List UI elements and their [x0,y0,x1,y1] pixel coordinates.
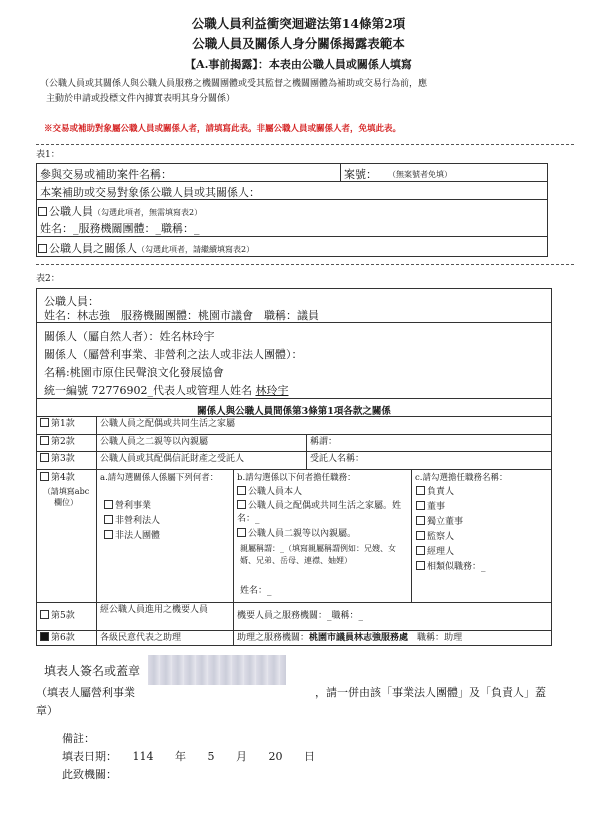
item4-c-checkbox-3[interactable] [416,516,425,525]
item4-c-checkbox-2[interactable] [416,501,425,510]
item4-c-opt-4[interactable] [416,531,454,544]
item4-b-title: b.請勾選係以下何者擔任職務： [237,473,356,483]
item6-title-label: 職稱： [417,633,445,643]
item4-b-checkbox-3[interactable] [237,528,246,537]
item1-desc: 公職人員之配偶或共同生活之家屬 [100,419,236,429]
relative-option-hint: （勾選此項者，請繼續填寫表2） [137,245,255,254]
official-label: 公職人員： [44,295,99,308]
form-title-1: 公職人員利益衝突迴避法第14條第2項 [191,16,406,31]
date-line [62,748,315,764]
item4-b-label-2: 公職人員之配偶或共同生活之家屬。姓名：_ [237,501,402,524]
relative-option-label: 公職人員之關係人 [49,242,137,255]
signer-label: 填表人簽名或蓋章 [44,664,141,678]
item4-c-label-3: 獨立董事 [427,517,464,527]
official-option-hint: （勾選此項者，無需填寫表2） [93,208,203,217]
item6-checkbox-row[interactable] [40,632,75,645]
item4-b-name: 姓名：_ [240,586,272,596]
form-title-2: 公職人員及關係人身分關係揭露表範本 [192,36,405,51]
item5-checkbox[interactable] [40,610,49,619]
item4-a-label-2: 非營利法人 [115,516,161,526]
item4-checkbox[interactable] [40,472,49,481]
item6-extra [237,632,462,645]
item3-checkbox-row[interactable] [40,453,75,466]
item4-a-opt-2[interactable] [104,515,160,528]
item4-b-label-1: 公職人員本人 [248,487,303,497]
item4-a-checkbox-1[interactable] [104,500,113,509]
relative-option[interactable] [38,240,254,256]
divider-2 [36,264,574,265]
relation-header: 關係人與公職人員間係第3條第1項各款之關係 [197,406,391,417]
remark-label: 備註： [62,732,95,745]
date-day-unit: 日 [304,750,315,763]
warning-text: ※交易或補助對象屬公職人員或關係人者，請填寫此表。非屬公職人員或關係人者，免填此表。 [44,124,402,134]
item4-b-kinship: 親屬稱謂：_（填寫親屬稱謂例如：兄嫂、女婿、兄弟、岳母、連襟、妯娌） [240,544,396,565]
date-label: 填表日期： [62,750,117,763]
item4-a-checkbox-3[interactable] [104,530,113,539]
item4-c-label-2: 董事 [427,502,446,512]
item4-c-label-6: 相類似職務：_ [427,562,486,572]
item4-c-checkbox-4[interactable] [416,531,425,540]
table1-label: 表1： [36,150,60,160]
item4-c-checkbox-6[interactable] [416,561,425,570]
item4-b-opt-1[interactable] [237,486,409,499]
date-year-unit: 年 [175,750,186,763]
item4-a-opt-3[interactable] [104,530,160,543]
section-a-heading: 【A.事前揭露】：本表由公職人員或關係人填寫 [185,58,412,71]
item4-c-opt-6[interactable] [416,561,486,574]
item4-c-opt-5[interactable] [416,546,454,559]
divider-1 [36,144,574,145]
official-name-line: 姓名：_服務機關團體：_職稱：_ [40,222,200,235]
date-month-unit: 月 [236,750,247,763]
item4-c-label-1: 負責人 [427,487,455,497]
date-day: 20 [268,750,283,763]
relation-question: 本案補助或交易對象係公職人員或其關係人： [40,186,260,199]
item5-extra: 機要人員之服務機關：_職稱：_ [237,611,364,621]
case-name-label: 參與交易或補助案件名稱： [40,168,172,181]
note-line-2: 主動於申請或投標文件內據實表明其身分關係） [46,94,236,104]
item4-c-opt-2[interactable] [416,501,445,514]
item6-title-value: 助理 [444,633,463,643]
item4-b-checkbox-2[interactable] [237,500,246,509]
item1-no: 第1款 [51,419,75,429]
item4-c-title: c.請勾選擔任職務名稱： [415,473,508,483]
item4-hint: （請填寫abc欄位） [42,487,90,507]
footer-note-b: ，請一併由該「事業法人團體」及「負責人」蓋 [315,686,546,699]
relative-org: 關係人（屬營利事業、非營利之法人或非法人團體）： [44,348,303,361]
redacted-signature [148,655,286,685]
item4-a-opt-1[interactable] [104,500,151,513]
org-id-line [44,382,288,398]
item4-a-checkbox-2[interactable] [104,515,113,524]
item3-checkbox[interactable] [40,453,49,462]
footer-note-c: 章） [36,704,58,717]
item2-checkbox-row[interactable] [40,436,75,449]
org-name: 名稱:桃園市原住民聲浪文化發展協會 [44,366,224,379]
item1-checkbox[interactable] [40,418,49,427]
item4-c-checkbox-1[interactable] [416,486,425,495]
item2-extra: 稱謂： [310,437,338,447]
relative-natural: 關係人（屬自然人者）：姓名林玲宇 [44,330,215,343]
relative-checkbox[interactable] [38,244,47,253]
table2-label: 表2： [36,274,60,284]
item4-c-label-5: 經理人 [427,547,455,557]
item3-extra: 受託人名稱： [310,454,365,464]
item4-b-label-3: 公職人員二親等以內親屬。 [248,529,357,539]
date-year: 114 [132,750,154,763]
item6-desc: 各級民意代表之助理 [100,633,182,643]
item4-c-label-4: 監察人 [427,532,455,542]
item6-service-label: 助理之服務機關： [237,633,310,643]
item3-desc: 公職人員或其配偶信託財產之受託人 [100,454,245,464]
item4-c-opt-3[interactable] [416,516,463,529]
agency-label: 此致機關： [62,768,117,781]
item4-b-opt-2[interactable] [237,500,409,526]
org-representative: 林玲宇 [255,384,289,397]
item4-checkbox-row[interactable] [40,472,75,485]
date-month: 5 [207,750,215,763]
item4-c-opt-1[interactable] [416,486,454,499]
official-option[interactable] [38,203,202,219]
item4-c-checkbox-5[interactable] [416,546,425,555]
item4-a-title: a.請勾選關係人係屬下列何者： [100,473,219,483]
item3-no: 第3款 [51,454,75,464]
item5-desc: 經公職人員進用之機要人員 [100,605,209,615]
item4-a-label-1: 營利事業 [115,501,152,511]
item4-b-checkbox-1[interactable] [237,486,246,495]
item4-a-label-3: 非法人團體 [115,531,161,541]
item6-service-value: 桃園市議員林志強服務處 [309,633,409,643]
item6-no: 第6款 [51,633,75,643]
item4-no: 第4款 [51,473,75,483]
item4-b-opt-3[interactable] [237,528,409,541]
item2-no: 第2款 [51,437,75,447]
official-checkbox[interactable] [38,207,47,216]
item6-checkbox[interactable] [40,632,49,641]
case-no-hint: （無案號者免填） [388,170,452,179]
item1-checkbox-row[interactable] [40,418,75,431]
org-id: 統一編號 72776902_代表人或管理人姓名 [44,384,252,397]
footer-note-a: （填表人屬營利事業 [36,686,135,699]
item5-checkbox-row[interactable] [40,610,75,623]
item2-checkbox[interactable] [40,436,49,445]
note-line-1: （公職人員或其關係人與公職人員服務之機關團體或受其監督之機關團體為補助或交易行為前，應 [40,79,428,89]
item5-no: 第5款 [51,611,75,621]
case-no-label: 案號： [344,168,377,181]
official-option-label: 公職人員 [49,205,93,218]
item2-desc: 公職人員之二親等以內親屬 [100,437,209,447]
official-info: 姓名：林志強 服務機關團體：桃園市議會 職稱：議員 [44,309,319,322]
